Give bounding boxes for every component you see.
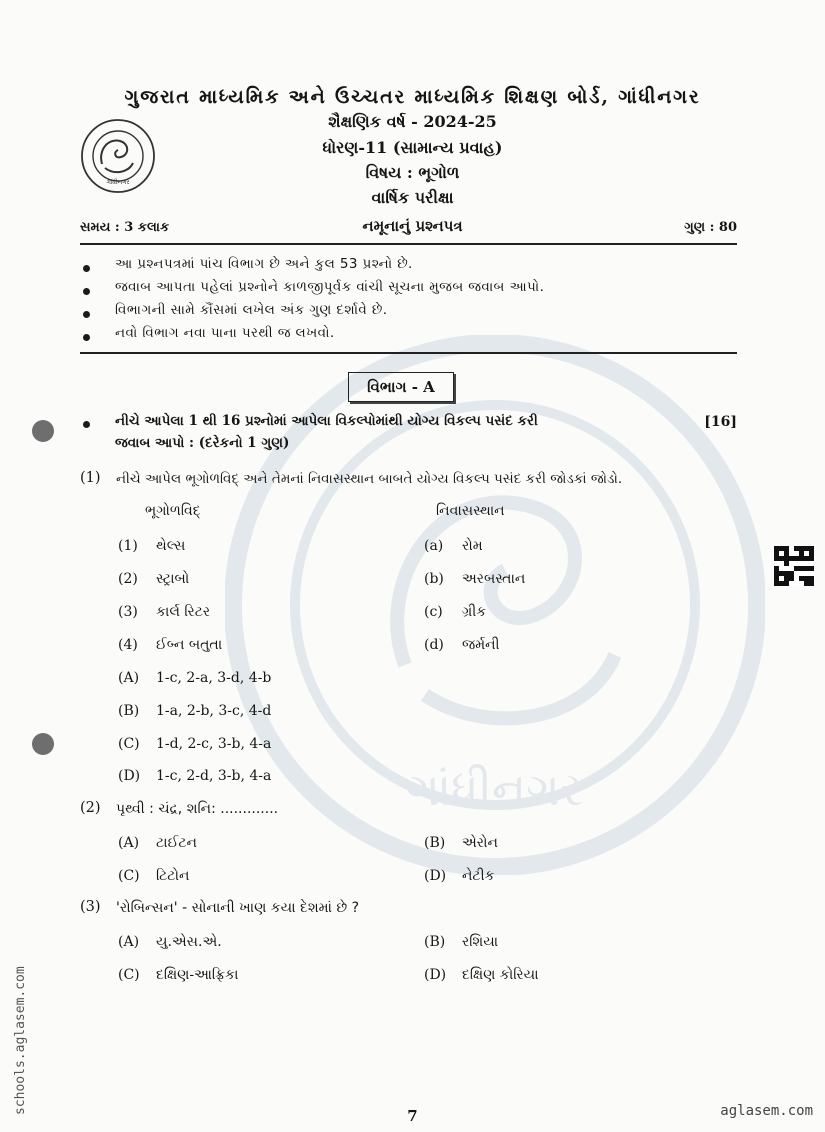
match-right-item: (a) રોમ bbox=[424, 538, 483, 554]
punch-hole-bottom bbox=[32, 733, 54, 755]
answer-option: (C) દક્ષિણ-આફ્રિકા bbox=[118, 967, 239, 983]
page-number: 7 bbox=[407, 1107, 418, 1125]
punch-hole-top bbox=[32, 420, 54, 442]
answer-option: (D) 1-c, 2-d, 3-b, 4-a bbox=[118, 768, 272, 784]
question-number: (3) bbox=[80, 899, 101, 915]
match-left-item: (4) ઈબ્ન બતુતા bbox=[118, 637, 223, 653]
section-title: વિભાગ - A bbox=[348, 372, 454, 402]
answer-option: (C) 1-d, 2-c, 3-b, 4-a bbox=[118, 736, 272, 752]
board-title: ગુજરાત માધ્યમિક અને ઉચ્ચતર માધ્યમિક શિક્ષણ બોર્ડ, ગાંધીનગર bbox=[124, 86, 701, 108]
instruction-item: જવાબ આપતા પહેલાં પ્રશ્નોને કાળજીપૂર્વક વાંચી સૂચના મુજબ જવાબ આપો. bbox=[115, 279, 545, 295]
total-marks: ગુણ : 80 bbox=[684, 220, 737, 235]
match-left-item: (1) થેલ્સ bbox=[118, 538, 186, 554]
question-number: (2) bbox=[80, 800, 101, 816]
bullet-icon bbox=[83, 421, 90, 428]
footer-site: aglasem.com bbox=[720, 1103, 813, 1119]
academic-year: શૈક્ષણિક વર્ષ - 2024-25 bbox=[328, 112, 497, 131]
question-text: નીચે આપેલ ભૂગોળવિદ્ અને તેમનાં નિવાસસ્થાન બાબતે યોગ્ય વિકલ્પ પસંદ કરી જોડકાં જોડો. bbox=[116, 471, 623, 487]
column-header-geographer: ભૂગોળવિદ્ bbox=[145, 503, 201, 519]
instruction-item: આ પ્રશ્નપત્રમાં પાંચ વિભાગ છે અને કુલ 53 પ્રશ્નો છે. bbox=[115, 256, 413, 272]
section-marks: [16] bbox=[704, 414, 737, 430]
answer-option: (C) ટિટોન bbox=[118, 868, 190, 884]
exam-name: વાર્ષિક પરીક્ષા bbox=[371, 188, 454, 207]
section-instruction-line2: જવાબ આપો : (દરેકનો 1 ગુણ) bbox=[115, 435, 290, 451]
answer-option: (A) ટાઈટન bbox=[118, 835, 197, 851]
column-header-residence: નિવાસસ્થાન bbox=[436, 503, 505, 519]
answer-option: (B) 1-a, 2-b, 3-c, 4-d bbox=[118, 703, 272, 719]
answer-option: (A) યુ.એસ.એ. bbox=[118, 934, 222, 950]
match-right-item: (b) અરબસ્તાન bbox=[424, 571, 526, 587]
answer-option: (B) રશિયા bbox=[424, 934, 499, 950]
answer-option: (D) નેટીક bbox=[424, 868, 495, 884]
time-duration: સમય : 3 કલાક bbox=[80, 220, 170, 235]
match-right-item: (d) જર્મની bbox=[424, 637, 500, 653]
header-divider bbox=[80, 243, 737, 245]
bullet-icon bbox=[83, 288, 90, 295]
svg-text:ગાંધીનગર: ગાંધીનગર bbox=[406, 762, 584, 816]
answer-option: (D) દક્ષિણ કોરિયા bbox=[424, 967, 539, 983]
bullet-icon bbox=[83, 311, 90, 318]
instruction-item: નવો વિભાગ નવા પાના પરથી જ લખવો. bbox=[115, 325, 335, 341]
paper-type: નમૂનાનું પ્રશ્નપત્ર bbox=[362, 217, 463, 235]
instruction-item: વિભાગની સામે કૌંસમાં લખેલ અંક ગુણ દર્શાવે છે. bbox=[115, 302, 388, 318]
section-instruction-line1: નીચે આપેલા 1 થી 16 પ્રશ્નોમાં આપેલા વિકલ્પોમાંથી યોગ્ય વિકલ્પ પસંદ કરી bbox=[115, 413, 538, 429]
match-left-item: (2) સ્ટ્રાબો bbox=[118, 571, 190, 587]
answer-option: (B) એરોન bbox=[424, 835, 498, 851]
bullet-icon bbox=[83, 334, 90, 341]
subject: વિષય : ભૂગોળ bbox=[365, 163, 460, 182]
side-watermark: schools.aglasem.com bbox=[13, 966, 28, 1115]
match-right-item: (c) ગ્રીક bbox=[424, 604, 487, 620]
bullet-icon bbox=[83, 265, 90, 272]
match-left-item: (3) કાર્લ રિટર bbox=[118, 604, 211, 620]
question-number: (1) bbox=[80, 470, 101, 486]
answer-option: (A) 1-c, 2-a, 3-d, 4-b bbox=[118, 670, 272, 686]
question-text: પૃથ્વી : ચંદ્ર, શનિ: ............. bbox=[116, 801, 279, 817]
instructions-divider bbox=[80, 352, 737, 354]
question-text: 'રોબિન્સન' - સોનાની ખાણ કયા દેશમાં છે ? bbox=[116, 900, 360, 916]
svg-text:ગાંધીનગર: ગાંધીનગર bbox=[106, 179, 130, 186]
standard: ધોરણ-11 (સામાન્ય પ્રવાહ) bbox=[322, 138, 503, 157]
qr-code-icon bbox=[774, 546, 814, 586]
